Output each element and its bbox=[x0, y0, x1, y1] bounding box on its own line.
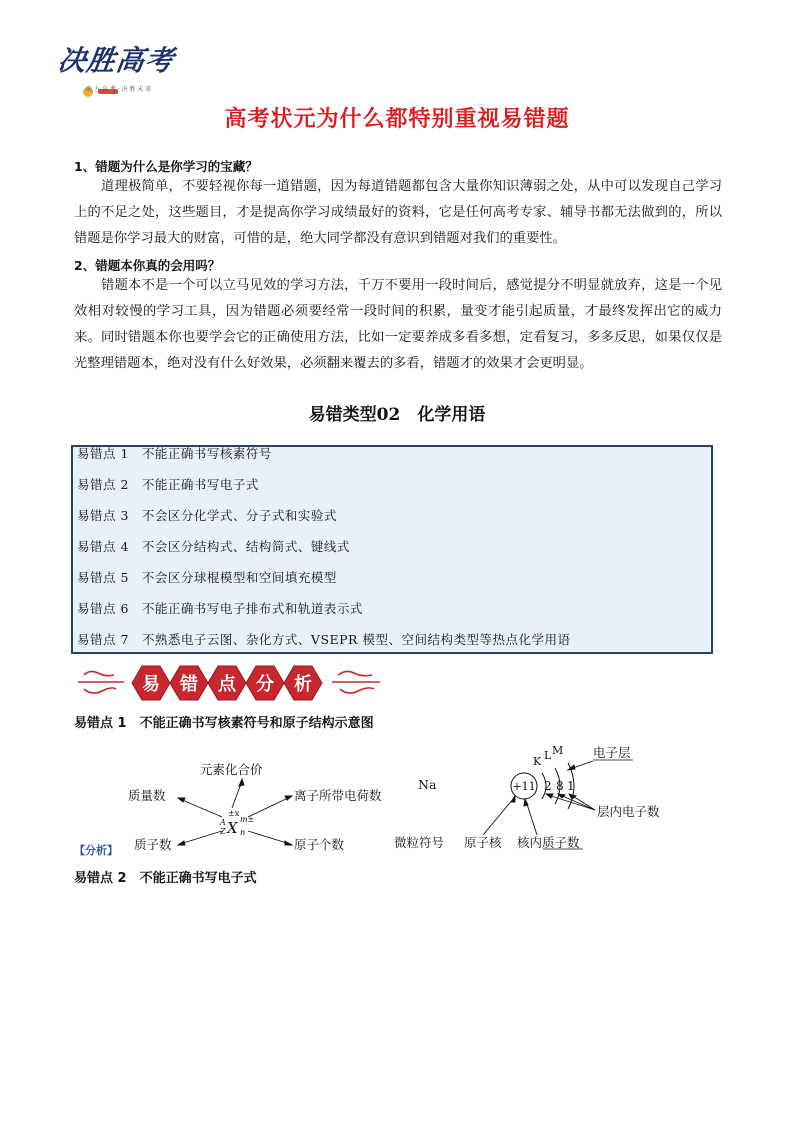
na-symbol: Na bbox=[418, 777, 437, 792]
error-points-box bbox=[71, 445, 713, 654]
logo-tagline: 助 力 高 考 · 决 胜 未 来 bbox=[86, 86, 152, 93]
atom-count-label: 原子个数 bbox=[294, 837, 345, 852]
question-2-body: 错题本不是一个可以立马见效的学习方法，千万不要用一段时间后，感觉提分不明显就放弃，这是一个见效相对较慢的学习工具，因为错题必须要经常一段时间的积累，量变才能引起质量，才最终发挥出它的威力来。同时错题本你也要学会它的正确使用方法，比如一定要养成多看多想，定看复习，多多反思，如果仅仅是光整理错题本，绝对没有什么好效果，必须翻来覆去的多看，错题才的效果才会更明显。 bbox=[74, 278, 722, 371]
shell-electrons-label: 层内电子数 bbox=[597, 804, 660, 819]
banner-char: 易 bbox=[142, 674, 160, 695]
nuclear-protons-label: 核内质子数 bbox=[517, 835, 580, 850]
analysis-label: 【分析】 bbox=[74, 844, 118, 857]
banner-char: 析 bbox=[294, 674, 312, 695]
error-point-item: 易错点 1 不能正确书写核素符号 bbox=[77, 446, 272, 461]
shell-letter: M bbox=[552, 745, 564, 757]
error-point-item: 易错点 4 不会区分结构式、结构简式、键线式 bbox=[77, 539, 350, 554]
error-point-item: 易错点 2 不能正确书写电子式 bbox=[77, 477, 259, 492]
nuclide-mass: A bbox=[220, 818, 226, 827]
nuclide-count: n bbox=[240, 828, 246, 837]
section-1-heading: 易错点 1 不能正确书写核素符号和原子结构示意图 bbox=[74, 716, 374, 731]
shell-letter: K bbox=[533, 755, 542, 768]
nucleus-label: 原子核 bbox=[464, 835, 502, 850]
error-point-item: 易错点 6 不能正确书写电子排布式和轨道表示式 bbox=[77, 601, 363, 616]
particle-symbol-label: 微粒符号 bbox=[394, 835, 445, 850]
right-ornament-icon bbox=[332, 671, 380, 693]
proton-number-label: 质子数 bbox=[134, 837, 172, 852]
error-point-item: 易错点 5 不会区分球棍模型和空间填充模型 bbox=[77, 570, 337, 585]
banner-char: 点 bbox=[218, 674, 236, 695]
shell-count: 1 bbox=[567, 779, 575, 793]
question-1-body: 道理极简单，不要轻视你每一道错题，因为每道错题都包含大量你知识薄弱之处，从中可以发现自己学习上的不足之处，这些题目，才是提高你学习成绩最好的资料，它是任何高考专家、辅导书都无法做到的，所以错题是你学习最大的财富，可惜的是，绝大同学都没有意识到错题对我们的重要性。 bbox=[74, 179, 722, 246]
nuclide-structure-diagram bbox=[100, 745, 700, 860]
banner-char: 分 bbox=[256, 674, 274, 695]
brand-logo bbox=[55, 40, 177, 104]
mass-number-label: 质量数 bbox=[128, 788, 166, 803]
nucleus-charge: +11 bbox=[512, 780, 536, 793]
analysis-banner bbox=[74, 660, 384, 706]
nuclide-top: ±x bbox=[228, 809, 240, 818]
question-1-heading: 1、错题为什么是你学习的宝藏？ bbox=[74, 159, 258, 174]
shell-count: 2 bbox=[544, 779, 552, 793]
structure-arrows bbox=[483, 761, 595, 835]
nuclide-charge: m± bbox=[240, 815, 255, 824]
ion-charge-label: 离子所带电荷数 bbox=[294, 788, 382, 803]
shell-letter: L bbox=[544, 749, 552, 762]
left-ornament-icon bbox=[78, 671, 124, 693]
logo-text: 决胜高考 bbox=[55, 44, 177, 77]
error-point-item: 易错点 3 不会区分化学式、分子式和实验式 bbox=[77, 508, 337, 523]
nuclide-element: X bbox=[227, 819, 238, 837]
nuclide-proton: Z bbox=[220, 827, 226, 836]
page-title: 高考状元为什么都特别重视易错题 bbox=[224, 107, 570, 132]
question-2-heading: 2、错题本你真的会用吗？ bbox=[74, 258, 221, 273]
shell-count: 8 bbox=[556, 779, 564, 793]
electron-shell-label: 电子层 bbox=[593, 745, 631, 760]
error-point-item: 易错点 7 不熟悉电子云图、杂化方式、VSEPR 模型、空间结构类型等热点化学用语 bbox=[77, 632, 571, 647]
valence-label: 元素化合价 bbox=[200, 762, 263, 777]
section-2-heading: 易错点 2 不能正确书写电子式 bbox=[74, 871, 257, 886]
section-subtitle: 易错类型02 化学用语 bbox=[308, 405, 486, 425]
banner-char: 错 bbox=[180, 674, 198, 695]
